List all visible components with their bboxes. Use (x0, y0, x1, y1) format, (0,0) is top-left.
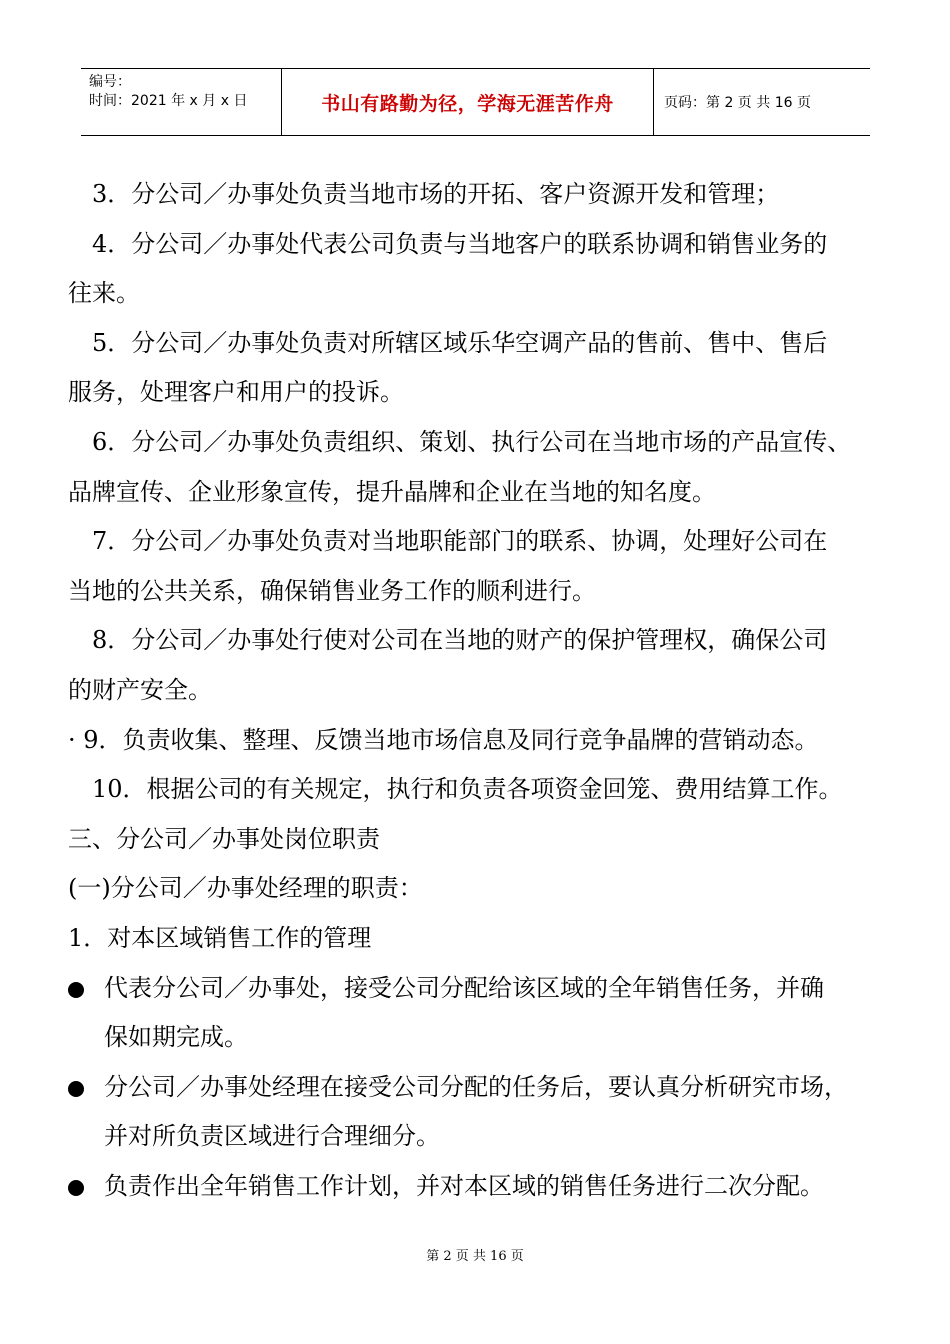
paragraph-3: 3．分公司／办事处负责当地市场的开拓、客户资源开发和管理； (92, 180, 780, 208)
header-motto: 书山有路勤为径，学海无涯苦作舟 (282, 69, 654, 135)
document-body (68, 170, 888, 1211)
document-header (81, 68, 870, 136)
header-number-label: 编号： (89, 74, 131, 90)
bullet-item-3-line-1: 负责作出全年销售工作计划，并对本区域的销售任务进行二次分配。 (104, 1171, 824, 1200)
page-footer: 第 2 页 共 16 页 (426, 1249, 524, 1264)
bullet-item-1-line-1: 代表分公司／办事处，接受公司分配给该区域的全年销售任务，并确 (104, 973, 824, 1002)
bullet-item-2-line-2: 并对所负责区域进行合理细分。 (104, 1122, 440, 1151)
section-heading-3: 三、分公司／办事处岗位职责 (68, 824, 380, 853)
subsection-heading-1: (一)分公司／办事处经理的职责： (68, 874, 423, 903)
paragraph-10: 10．根据公司的有关规定，执行和负责各项资金回笼、费用结算工作。 (92, 775, 843, 804)
paragraph-9: · 9．负责收集、整理、反馈当地市场信息及同行竞争晶牌的营销动态。 (68, 725, 819, 754)
paragraph-6-line-2: 品牌宣传、企业形象宣传，提升晶牌和企业在当地的知名度。 (68, 477, 716, 506)
bullet-item-1 (68, 964, 888, 1063)
bullet-item-3 (68, 1162, 888, 1212)
bullet-item-2-line-1: 分公司／办事处经理在接受公司分配的任务后，要认真分析研究市场， (104, 1072, 848, 1101)
paragraph-7-line-2: 当地的公共关系，确保销售业务工作的顺利进行。 (68, 576, 596, 605)
header-time-label: 时间：2021 年 x 月 x 日 (89, 93, 248, 109)
header-meta-cell (81, 69, 282, 135)
bullet-item-2 (68, 1063, 888, 1162)
paragraph-6-line-1: 6．分公司／办事处负责组织、策划、执行公司在当地市场的产品宣传、 (92, 427, 852, 456)
paragraph-5-line-1: 5．分公司／办事处负责对所辖区域乐华空调产品的售前、售中、售后 (92, 328, 828, 357)
bullet-dot-icon (68, 982, 84, 998)
paragraph-7-line-1: 7．分公司／办事处负责对当地职能部门的联系、协调，处理好公司在 (92, 527, 828, 556)
bullet-dot-icon (68, 1081, 84, 1097)
bullet-dot-icon (68, 1180, 84, 1196)
item-heading-1: 1．对本区域销售工作的管理 (68, 923, 372, 952)
paragraph-4-line-1: 4．分公司／办事处代表公司负责与当地客户的联系协调和销售业务的 (92, 229, 828, 258)
paragraph-4-line-2: 往来。 (68, 279, 140, 308)
paragraph-8-line-1: 8．分公司／办事处行使对公司在当地的财产的保护管理权，确保公司 (92, 626, 828, 655)
paragraph-8-line-2: 的财产安全。 (68, 675, 212, 704)
paragraph-5-line-2: 服务，处理客户和用户的投诉。 (68, 378, 404, 407)
bullet-item-1-line-2: 保如期完成。 (104, 1023, 248, 1052)
header-page-info: 页码：第 2 页 共 16 页 (664, 95, 811, 111)
